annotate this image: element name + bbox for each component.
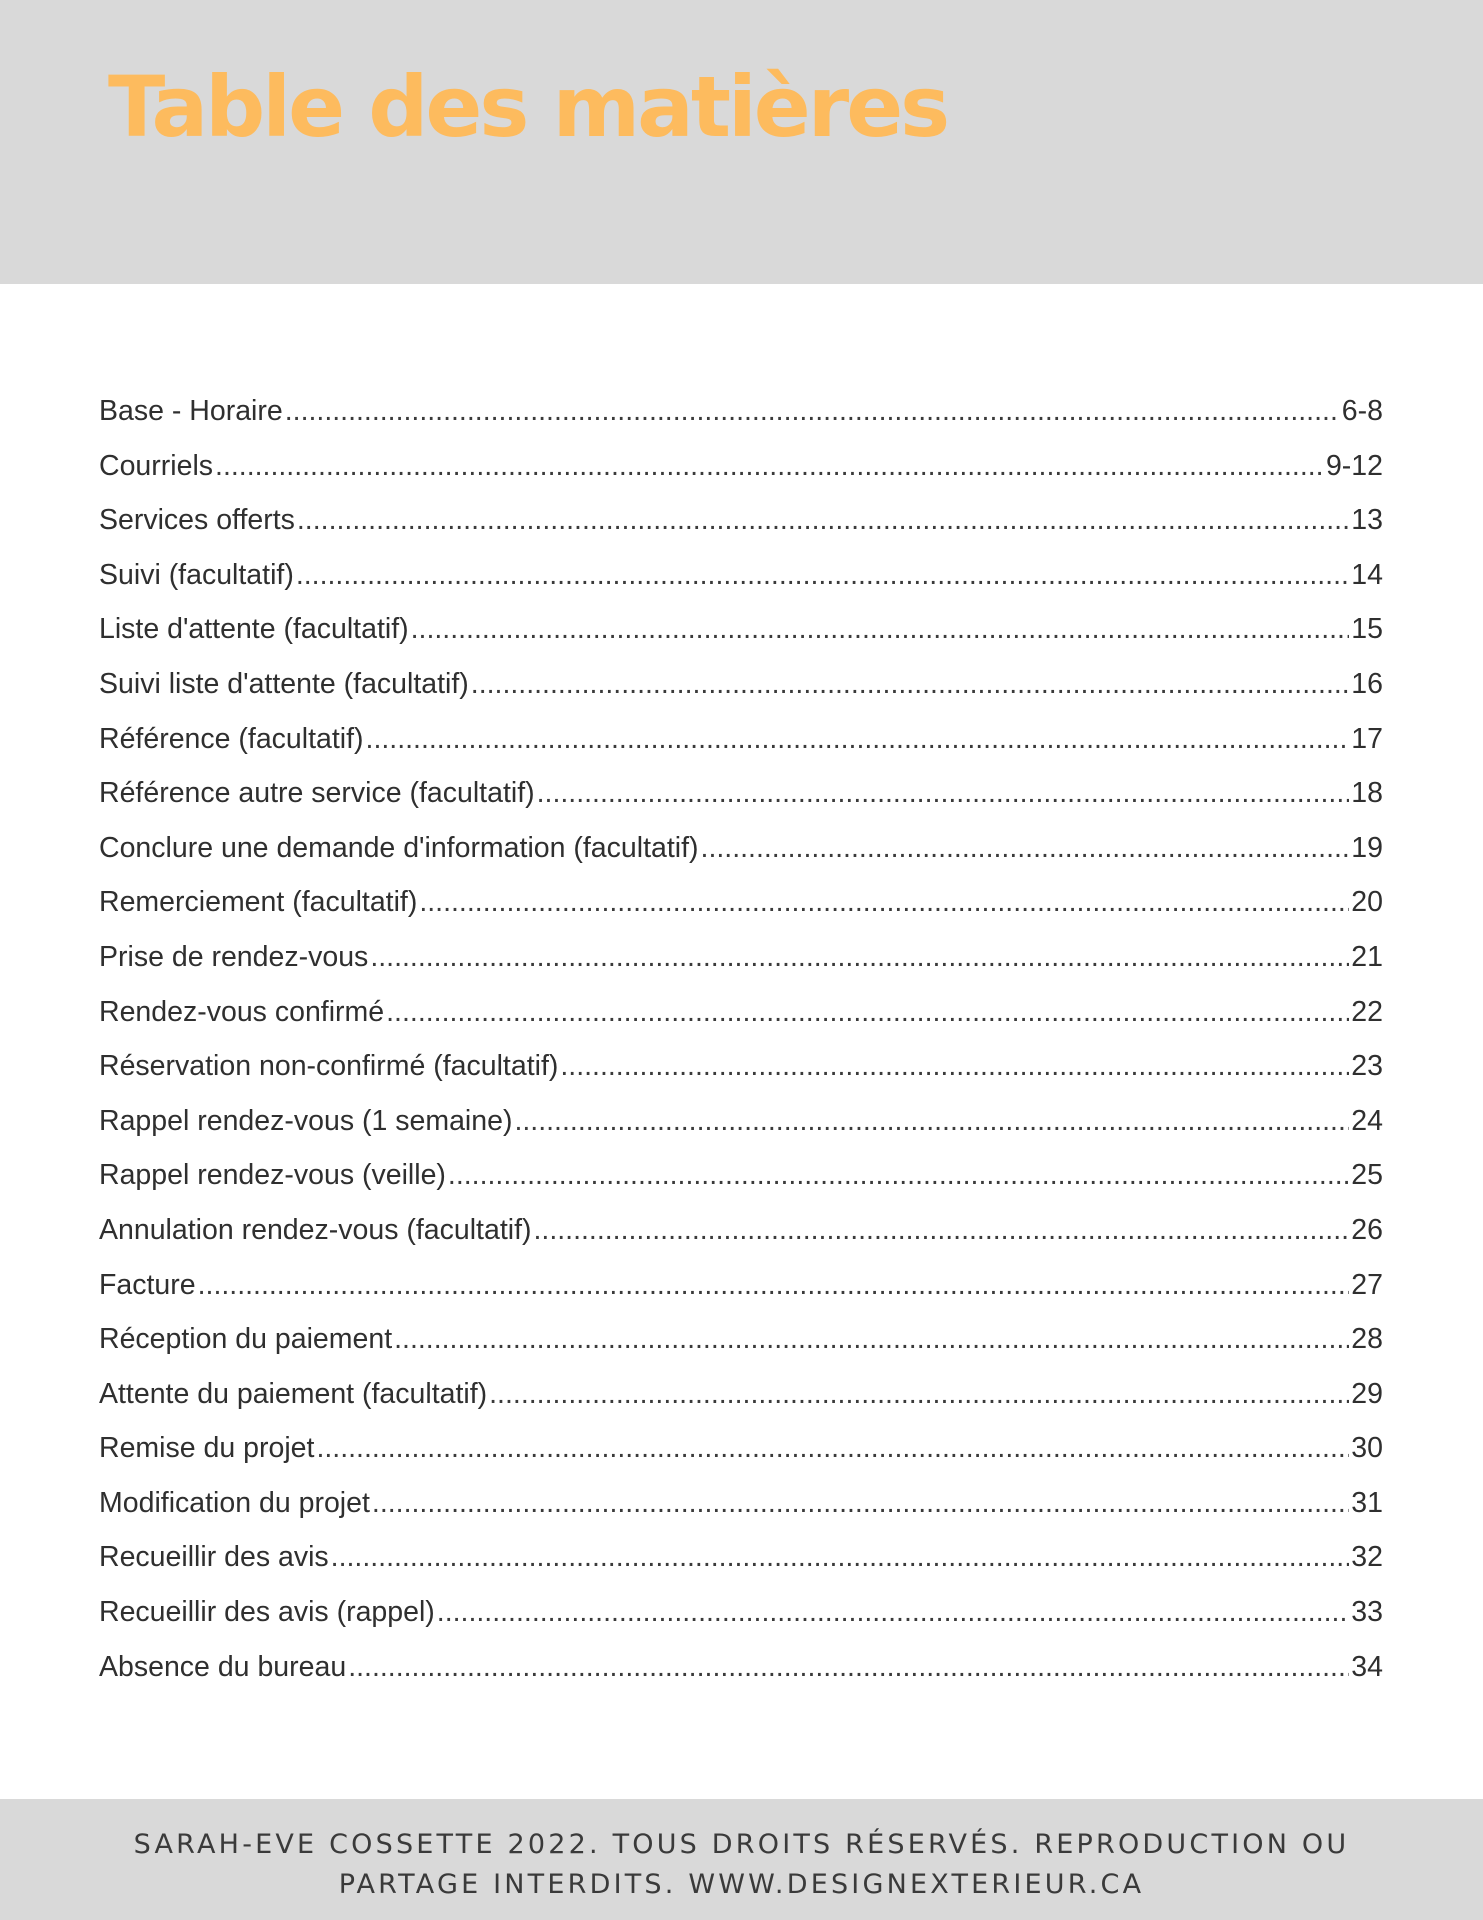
toc-entry-page: 28 <box>1351 1323 1383 1356</box>
toc-entry-page: 32 <box>1351 1541 1383 1574</box>
toc-dot-leader <box>372 1476 1349 1531</box>
toc-dot-leader <box>419 875 1349 930</box>
toc-entry-label: Absence du bureau <box>99 1650 347 1683</box>
toc-dot-leader <box>285 384 1340 439</box>
toc-entry-label: Services offerts <box>99 504 295 537</box>
toc-entry <box>99 985 1383 1040</box>
toc-entry-label: Rappel rendez-vous (1 semaine) <box>99 1104 513 1137</box>
toc-entry-label: Réception du paiement <box>99 1323 393 1356</box>
copyright-line-1: SARAH-EVE COSSETTE 2022. TOUS DROITS RÉSERVÉS. REPRODUCTION OU <box>133 1829 1350 1860</box>
copyright-line-2: PARTAGE INTERDITS. WWW.DESIGNEXTERIEUR.CA <box>338 1869 1145 1900</box>
toc-entry <box>99 1476 1383 1531</box>
toc-entry <box>99 1203 1383 1258</box>
toc-entry-label: Réservation non-confirmé (facultatif) <box>99 1050 559 1083</box>
toc-entry <box>99 493 1383 548</box>
toc-entry-label: Courriels <box>99 449 214 482</box>
toc-dot-leader <box>198 1258 1350 1313</box>
toc-dot-leader <box>471 657 1350 712</box>
toc-entry <box>99 1312 1383 1367</box>
toc-entry-page: 15 <box>1351 613 1383 646</box>
toc-entry-label: Référence autre service (facultatif) <box>99 777 535 810</box>
toc-entry <box>99 1258 1383 1313</box>
toc-entry <box>99 1367 1383 1422</box>
toc-dot-leader <box>331 1530 1350 1585</box>
toc-dot-leader <box>411 602 1350 657</box>
toc-entry-page: 24 <box>1351 1104 1383 1137</box>
toc-entry <box>99 821 1383 876</box>
toc-entry <box>99 1530 1383 1585</box>
table-of-contents <box>99 384 1383 1694</box>
toc-entry-page: 21 <box>1351 940 1383 973</box>
toc-entry <box>99 384 1383 439</box>
toc-entry-page: 17 <box>1351 722 1383 755</box>
toc-dot-leader <box>297 493 1349 548</box>
toc-dot-leader <box>437 1585 1350 1640</box>
toc-dot-leader <box>489 1367 1349 1422</box>
toc-entry-page: 31 <box>1351 1486 1383 1519</box>
toc-dot-leader <box>386 985 1349 1040</box>
toc-dot-leader <box>537 766 1350 821</box>
toc-entry-page: 18 <box>1351 777 1383 810</box>
toc-entry-page: 30 <box>1351 1432 1383 1465</box>
toc-entry-page: 34 <box>1351 1650 1383 1683</box>
toc-entry <box>99 766 1383 821</box>
toc-dot-leader <box>514 1094 1349 1149</box>
toc-dot-leader <box>296 548 1349 603</box>
toc-entry-page: 29 <box>1351 1377 1383 1410</box>
toc-entry <box>99 657 1383 712</box>
toc-entry-label: Liste d'attente (facultatif) <box>99 613 409 646</box>
toc-entry-page: 14 <box>1351 558 1383 591</box>
toc-entry-page: 23 <box>1351 1050 1383 1083</box>
toc-entry <box>99 1640 1383 1695</box>
toc-entry <box>99 1094 1383 1149</box>
toc-entry <box>99 1585 1383 1640</box>
toc-entry-label: Conclure une demande d'information (facultatif) <box>99 831 699 864</box>
toc-entry <box>99 439 1383 494</box>
toc-entry-page: 13 <box>1351 504 1383 537</box>
toc-dot-leader <box>348 1640 1349 1695</box>
toc-entry <box>99 712 1383 767</box>
toc-entry-page: 25 <box>1351 1159 1383 1192</box>
toc-entry <box>99 1039 1383 1094</box>
toc-entry-label: Remise du projet <box>99 1432 315 1465</box>
toc-entry-page: 16 <box>1351 667 1383 700</box>
toc-dot-leader <box>701 821 1350 876</box>
toc-entry-label: Recueillir des avis <box>99 1541 329 1574</box>
toc-entry <box>99 1148 1383 1203</box>
toc-dot-leader <box>215 439 1324 494</box>
toc-entry <box>99 875 1383 930</box>
toc-entry-page: 20 <box>1351 886 1383 919</box>
toc-entry <box>99 1421 1383 1476</box>
toc-entry-label: Modification du projet <box>99 1486 370 1519</box>
toc-entry-page: 22 <box>1351 995 1383 1028</box>
toc-entry-page: 6-8 <box>1341 395 1383 427</box>
toc-entry <box>99 602 1383 657</box>
toc-entry-page: 33 <box>1351 1596 1383 1629</box>
toc-dot-leader <box>533 1203 1349 1258</box>
toc-entry-page: 27 <box>1351 1268 1383 1301</box>
toc-dot-leader <box>560 1039 1349 1094</box>
header-band <box>0 0 1483 284</box>
toc-dot-leader <box>448 1148 1349 1203</box>
toc-dot-leader <box>316 1421 1349 1476</box>
toc-entry-label: Suivi liste d'attente (facultatif) <box>99 667 469 700</box>
toc-dot-leader <box>394 1312 1349 1367</box>
toc-entry-label: Prise de rendez-vous <box>99 940 369 973</box>
toc-entry-page: 19 <box>1351 831 1383 864</box>
toc-entry-page: 9-12 <box>1325 449 1383 482</box>
toc-entry-label: Recueillir des avis (rappel) <box>99 1596 435 1629</box>
toc-entry-label: Rappel rendez-vous (veille) <box>99 1159 446 1192</box>
toc-entry-label: Annulation rendez-vous (facultatif) <box>99 1213 532 1246</box>
toc-entry-label: Référence (facultatif) <box>99 722 364 755</box>
toc-entry <box>99 548 1383 603</box>
toc-entry-label: Attente du paiement (facultatif) <box>99 1377 488 1410</box>
toc-entry-label: Facture <box>99 1268 196 1301</box>
toc-entry-label: Base - Horaire <box>99 395 283 427</box>
toc-entry <box>99 930 1383 985</box>
page-title: Table des matières <box>108 58 948 156</box>
toc-entry-label: Suivi (facultatif) <box>99 558 294 591</box>
toc-entry-label: Remerciement (facultatif) <box>99 886 418 919</box>
copyright-notice <box>0 1825 1483 1905</box>
toc-entry-page: 26 <box>1351 1213 1383 1246</box>
toc-dot-leader <box>366 712 1350 767</box>
toc-dot-leader <box>370 930 1349 985</box>
toc-entry-label: Rendez-vous confirmé <box>99 995 385 1028</box>
footer-band <box>0 1799 1483 1920</box>
